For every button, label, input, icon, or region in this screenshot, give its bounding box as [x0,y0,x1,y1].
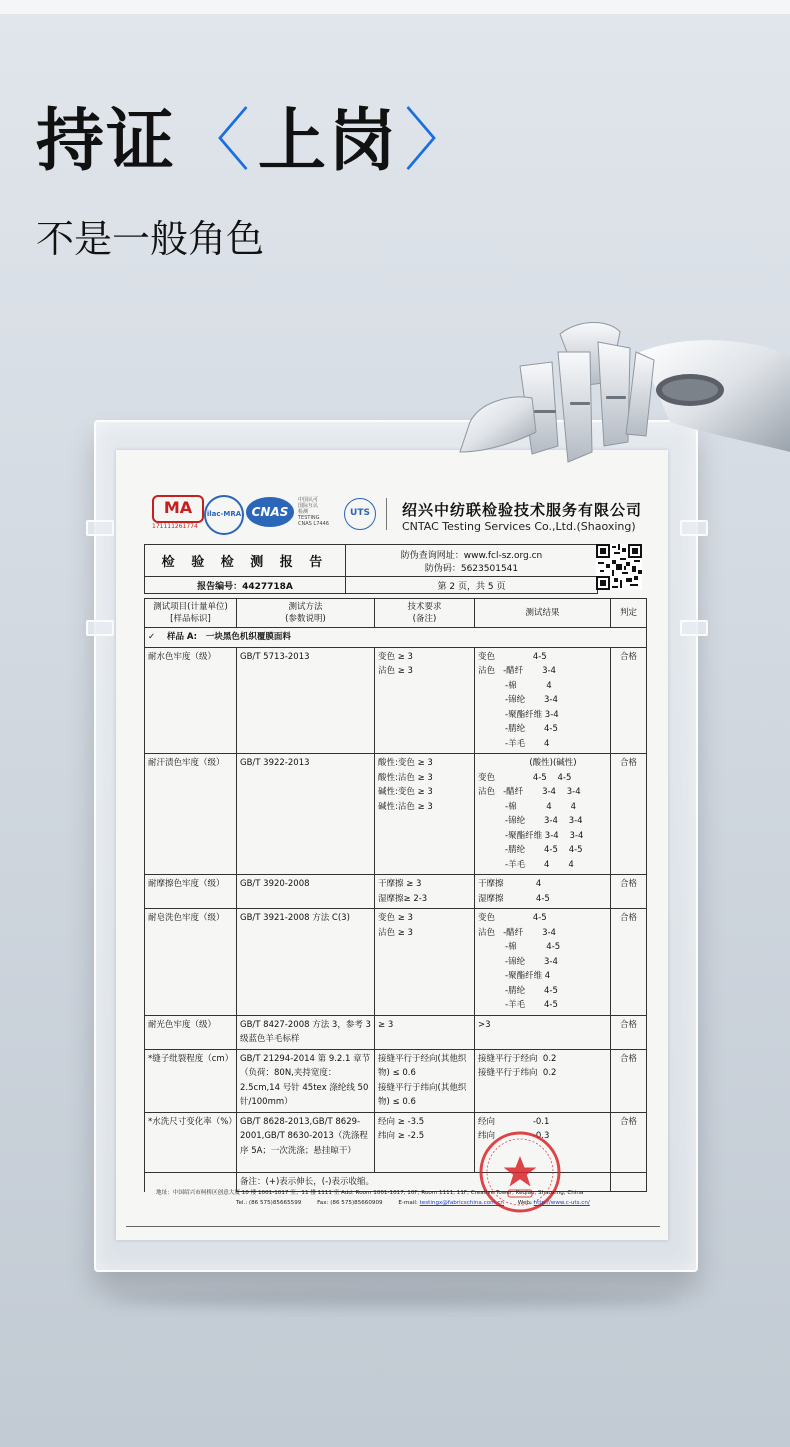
anti-fake-code: 防伪码：5623501541 [424,563,519,574]
frame-shadow [110,1290,680,1308]
row-method: GB/T 3922-2013 [237,754,375,875]
headline-right: 上岗 [258,102,399,181]
top-bar [0,0,790,14]
row-item: 耐光色牢度（级） [145,1015,237,1049]
frame-notch [86,620,114,636]
footer-web-link[interactable]: http://www.c-uts.cn/ [533,1200,590,1206]
footer-email-label: E-mail: [398,1200,418,1206]
row-item: *缝子纰裂程度（cm） [145,1049,237,1112]
footer-tel: Tel.: (86 575)85665599 [236,1200,302,1206]
footer-web-label: Web: [517,1200,532,1206]
row-result: (酸性)(碱性) 变色 4-5 4-5 沾色 -醋纤 3-4 3-4 -棉 4 4 -锦纶 3-4 3-4 -聚酯纤维 3-4 3-4 -腈纶 4-5 4-5 -羊毛 4 4 [475,754,611,875]
footer-contacts [156,1198,646,1208]
row-method: GB/T 5713-2013 [237,647,375,754]
row-method: GB/T 8628-2013,GB/T 8629-2001,GB/T 8630-2013（洗涤程序 5A；一次洗涤；悬挂晾干） [237,1112,375,1172]
row-requirement: 经向 ≥ -3.5 纬向 ≥ -2.5 [375,1112,475,1172]
certificate-footer [156,1188,646,1208]
certificate-sheet [116,450,668,1240]
qr-code-icon [596,544,642,590]
row-verdict: 合格 [611,1112,647,1172]
table-row [145,647,647,754]
report-page: 第 2 页，共 5 页 [346,577,598,594]
cma-number: 171111261774 [152,523,198,530]
row-result: 变色 4-5 沾色 -醋纤 3-4 -棉 4 -锦纶 3-4 -聚酯纤维 3-4 -腈纶 4-5 -羊毛 4 [475,647,611,754]
frame-notch [680,620,708,636]
cert-logos [152,495,342,533]
headline-close-bracket: 〉 [404,102,475,181]
row-requirement: 变色 ≥ 3 沾色 ≥ 3 [375,909,475,1016]
headline [36,102,480,181]
row-method: GB/T 3920-2008 [237,875,375,909]
row-verdict: 合格 [611,647,647,754]
table-row [145,909,647,1016]
row-verdict: 合格 [611,1049,647,1112]
table-row [145,754,647,875]
frame-notch [680,520,708,536]
row-method: GB/T 3921-2008 方法 C(3) [237,909,375,1016]
cnas-caption: 中国认可 国际互认 检测 TESTING CNAS L7446 [298,497,329,527]
footer-address: 地址：中国绍兴市柯桥区创意大厦 10 楼 1001-1017 室；11 楼 1111 室 Add: Room 1001-1017, 10F; Room 1111, 11F, Creative Tower, Keqiao, Shaoxing, China [156,1190,584,1196]
report-title: 检 验 检 测 报 告 [145,545,346,577]
ilac-logo-icon: ilac-MRA [204,495,244,535]
row-verdict: 合格 [611,754,647,875]
footer-email-link[interactable]: testingx@fabricschina.com.cn [419,1200,504,1206]
row-result: 经向 -0.1 纬向 -0.3 [475,1112,611,1172]
frame-notch [86,520,114,536]
subline: 不是一般角色 [36,217,265,261]
col-result: 测试结果 [475,599,611,628]
row-requirement: ≥ 3 [375,1015,475,1049]
row-method: GB/T 21294-2014 第 9.2.1 章节（负荷：80N,夹持宽度：2.5cm,14 号针 45tex 涤纶线 50 针/100mm） [237,1049,375,1112]
row-item: 耐摩擦色牢度（级） [145,875,237,909]
sample-label: ✓ 样品 A: 一块黑色机织覆膜面料 [145,628,647,648]
row-method: GB/T 8427-2008 方法 3，参考 3 级蓝色羊毛标样 [237,1015,375,1049]
row-result: 接缝平行于经向 0.2 接缝平行于纬向 0.2 [475,1049,611,1112]
cma-logo-icon: MA [152,495,204,523]
query-site: 防伪查询网址：www.fcl-sz.org.cn [400,550,543,561]
footer-divider [126,1226,660,1227]
logo-divider [386,498,387,530]
row-item: 耐汗渍色牢度（级） [145,754,237,875]
col-method: 测试方法 (参数说明) [237,599,375,628]
robot-hand-icon [440,312,790,490]
col-verdict: 判定 [611,599,647,628]
table-row [145,1015,647,1049]
report-header-table [144,544,598,594]
table-row [145,1049,647,1112]
headline-left: 持证 [36,102,177,181]
table-row [145,1112,647,1172]
row-verdict: 合格 [611,1015,647,1049]
sample-row [145,628,647,648]
row-verdict: 合格 [611,875,647,909]
cnas-logo-icon: CNAS [246,497,294,527]
row-requirement: 酸性:变色 ≥ 3 酸性:沾色 ≥ 3 碱性:变色 ≥ 3 碱性:沾色 ≥ 3 [375,754,475,875]
table-row [145,875,647,909]
uts-logo-icon: UTS [344,498,376,530]
table-note: 备注：(+)表示伸长，(-)表示收缩。 [237,1172,611,1192]
company-name-en: CNTAC Testing Services Co.,Ltd.(Shaoxing) [402,520,636,533]
company-name-cn: 绍兴中纺联检验技术服务有限公司 [402,501,643,519]
row-requirement: 变色 ≥ 3 沾色 ≥ 3 [375,647,475,754]
row-requirement: 干摩擦 ≥ 3 湿摩擦≥ 2-3 [375,875,475,909]
row-item: 耐水色牢度（级） [145,647,237,754]
col-requirement: 技术要求 (备注) [375,599,475,628]
report-query [346,545,598,577]
col-item: 测试项目(计量单位) [样品标识] [145,599,237,628]
row-result: 变色 4-5 沾色 -醋纤 3-4 -棉 4-5 -锦纶 3-4 -聚酯纤维 4 -腈纶 4-5 -羊毛 4-5 [475,909,611,1016]
row-result: 干摩擦 4 湿摩擦 4-5 [475,875,611,909]
row-item: 耐皂洗色牢度（级） [145,909,237,1016]
row-verdict: 合格 [611,909,647,1016]
row-requirement: 接缝平行于经向(其他织物) ≤ 0.6 接缝平行于纬向(其他织物) ≤ 0.6 [375,1049,475,1112]
test-results-table [144,598,647,1192]
headline-open-bracket: 〈 [182,102,253,181]
table-header-row [145,599,647,628]
report-number: 报告编号：4427718A [145,577,346,594]
row-result: >3 [475,1015,611,1049]
row-item: *水洗尺寸变化率（%） [145,1112,237,1172]
footer-fax: Fax: (86 575)85660909 [317,1200,383,1206]
